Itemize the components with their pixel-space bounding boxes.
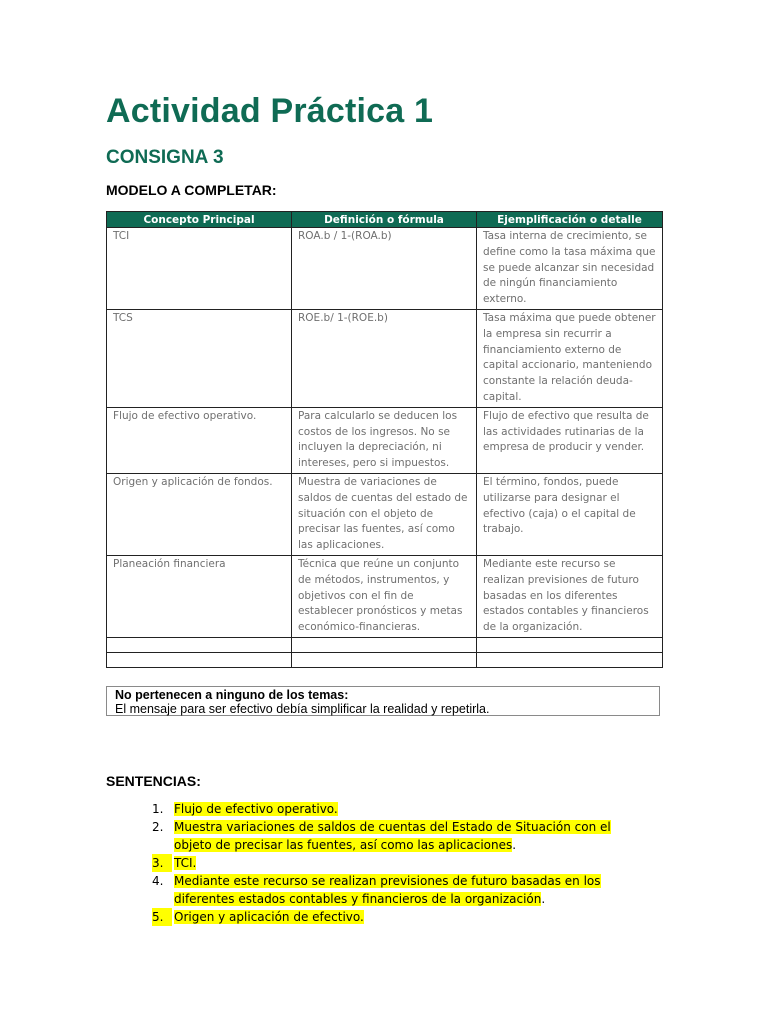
table-cell: Flujo de efectivo operativo. (107, 407, 292, 473)
list-item (152, 800, 652, 818)
table-row (107, 228, 663, 310)
table-cell: Flujo de efectivo que resulta de las actividades rutinarias de la empresa de producir y vender. (477, 407, 663, 473)
table-cell: Mediante este recurso se realizan previsiones de futuro basadas en los diferentes estados contables y financieros de la organización. (477, 555, 663, 637)
list-item-number: 5. (152, 908, 172, 926)
list-item-text: Mediante este recurso se realizan previsiones de futuro basadas en los diferentes estados contables y financieros de la organización (174, 874, 601, 906)
sentences-heading: SENTENCIAS: (106, 773, 201, 789)
table-cell[interactable] (292, 637, 477, 652)
table-cell: TCS (107, 309, 292, 407)
model-label: MODELO A COMPLETAR: (106, 182, 277, 198)
table-cell[interactable] (107, 637, 292, 652)
table-header-row (107, 212, 663, 228)
table-header-cell: Ejemplificación o detalle (477, 212, 663, 228)
note-box (106, 686, 660, 716)
sentences-list (152, 800, 652, 926)
list-item-number: 4. (152, 874, 164, 888)
table-cell[interactable] (477, 637, 663, 652)
document-title: Actividad Práctica 1 (106, 92, 434, 130)
note-box-title: No pertenecen a ninguno de los temas: (115, 688, 349, 702)
table-cell: Tasa interna de crecimiento, se define como la tasa máxima que se puede alcanzar sin necesidad de ningún financiamiento externo. (477, 228, 663, 310)
list-item (152, 818, 652, 854)
list-item (152, 854, 652, 872)
table-row-empty (107, 652, 663, 667)
list-item-trail: . (512, 838, 517, 852)
list-item (152, 872, 652, 908)
list-item-text: TCI. (174, 856, 197, 870)
table-cell: TCI (107, 228, 292, 310)
table-cell: El término, fondos, puede utilizarse para designar el efectivo (caja) o el capital de trabajo. (477, 473, 663, 555)
table-row (107, 309, 663, 407)
table-cell: Origen y aplicación de fondos. (107, 473, 292, 555)
table-cell[interactable] (292, 652, 477, 667)
table-header-cell: Definición o fórmula (292, 212, 477, 228)
table-row-empty (107, 637, 663, 652)
list-item-number: 2. (152, 820, 164, 834)
list-item (152, 908, 652, 926)
table-row (107, 555, 663, 637)
table-row (107, 407, 663, 473)
table-cell: ROE.b/ 1-(ROE.b) (292, 309, 477, 407)
table-cell: Planeación financiera (107, 555, 292, 637)
table-header-cell: Concepto Principal (107, 212, 292, 228)
section-heading: CONSIGNA 3 (106, 147, 224, 168)
table-cell: ROA.b / 1-(ROA.b) (292, 228, 477, 310)
list-item-number: 1. (152, 802, 164, 816)
list-item-text: Flujo de efectivo operativo. (174, 802, 338, 816)
table-cell: Tasa máxima que puede obtener la empresa sin recurrir a financiamiento externo de capital accionario, manteniendo constante la relación deuda-capital. (477, 309, 663, 407)
table-cell[interactable] (477, 652, 663, 667)
table-cell: Para calcularlo se deducen los costos de los ingresos. No se incluyen la depreciación, ni intereses, pero si impuestos. (292, 407, 477, 473)
table-cell: Muestra de variaciones de saldos de cuentas del estado de situación con el objeto de precisar las fuentes, así como las aplicaciones. (292, 473, 477, 555)
list-item-text: Muestra variaciones de saldos de cuentas del Estado de Situación con el objeto de precisar las fuentes, así como las aplicaciones (174, 820, 611, 852)
list-item-text: Origen y aplicación de efectivo. (174, 910, 364, 924)
list-item-trail: . (541, 892, 546, 906)
concepts-table (106, 211, 663, 668)
table-cell[interactable] (107, 652, 292, 667)
table-cell: Técnica que reúne un conjunto de métodos, instrumentos, y objetivos con el fin de establecer pronósticos y metas económico-financieras. (292, 555, 477, 637)
list-item-number: 3. (152, 854, 172, 872)
table-row (107, 473, 663, 555)
note-box-text: El mensaje para ser efectivo debía simplificar la realidad y repetirla. (115, 702, 490, 716)
